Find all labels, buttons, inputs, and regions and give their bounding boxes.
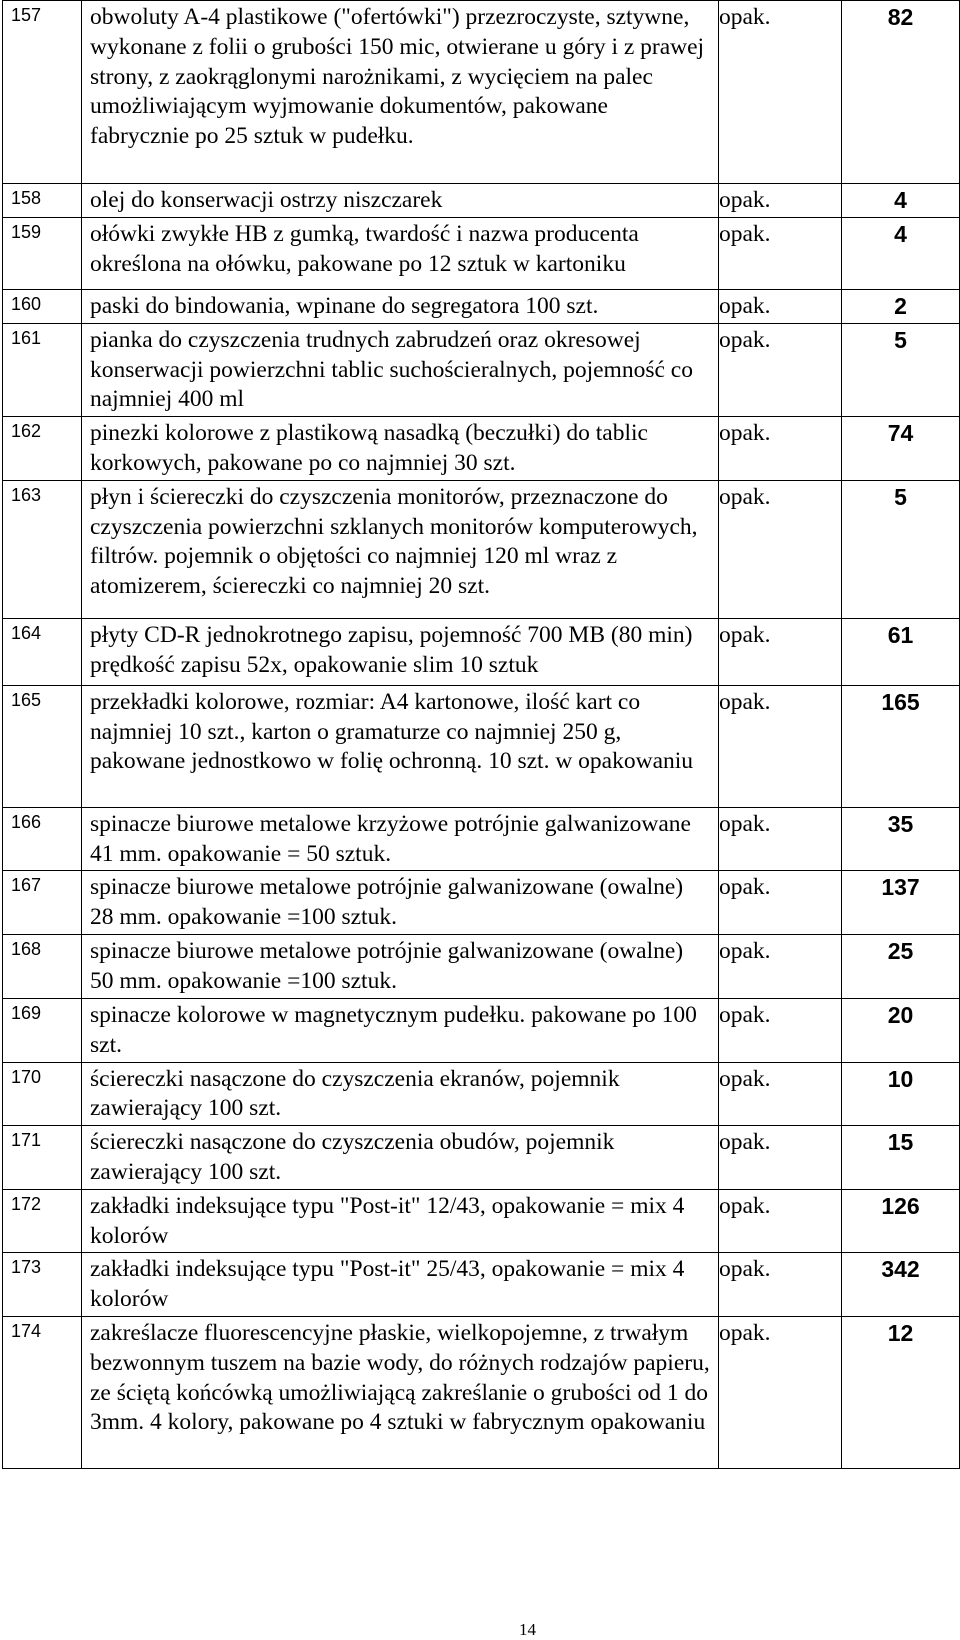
row-number: 161 (3, 323, 82, 416)
item-unit: opak. (719, 1062, 842, 1126)
item-quantity: 165 (842, 685, 960, 807)
item-description: spinacze biurowe metalowe potrójnie galwanizowane (owalne) 28 mm. opakowanie =100 sztuk. (82, 871, 719, 935)
table-row (3, 1253, 960, 1317)
item-unit: opak. (719, 480, 842, 618)
table-row (3, 935, 960, 999)
item-quantity: 4 (842, 217, 960, 289)
table-row (3, 1316, 960, 1468)
item-unit: opak. (719, 1316, 842, 1468)
row-number: 168 (3, 935, 82, 999)
table-row (3, 1126, 960, 1190)
item-quantity: 12 (842, 1316, 960, 1468)
table-row (3, 685, 960, 807)
item-unit: opak. (719, 184, 842, 218)
item-description: pianka do czyszczenia trudnych zabrudzeń oraz okresowej konserwacji powierzchni tablic suchościeralnych, pojemność co najmniej 400 ml (82, 323, 719, 416)
item-quantity: 5 (842, 480, 960, 618)
row-number: 162 (3, 417, 82, 481)
item-unit: opak. (719, 618, 842, 685)
item-unit: opak. (719, 935, 842, 999)
item-quantity: 10 (842, 1062, 960, 1126)
table-row (3, 807, 960, 871)
item-description: płyn i ściereczki do czyszczenia monitorów, przeznaczone do czyszczenia powierzchni szklanych monitorów komputerowych, filtrów. pojemnik o objętości co najmniej 120 ml wraz z atomizerem, ściereczki co najmniej 20 szt. (82, 480, 719, 618)
item-quantity: 25 (842, 935, 960, 999)
table-row (3, 417, 960, 481)
item-unit: opak. (719, 1, 842, 184)
item-description: ściereczki nasączone do czyszczenia obudów, pojemnik zawierający 100 szt. (82, 1126, 719, 1190)
item-quantity: 82 (842, 1, 960, 184)
item-unit: opak. (719, 1189, 842, 1253)
row-number: 172 (3, 1189, 82, 1253)
row-number: 173 (3, 1253, 82, 1317)
row-number: 169 (3, 998, 82, 1062)
item-unit: opak. (719, 871, 842, 935)
item-quantity: 74 (842, 417, 960, 481)
item-unit: opak. (719, 323, 842, 416)
item-quantity: 35 (842, 807, 960, 871)
item-description: zakreślacze fluorescencyjne płaskie, wielkopojemne, z trwałym bezwonnym tuszem na bazie wody, do różnych rodzajów papieru, ze ściętą końcówką umożliwiającą zakreślanie o grubości od 1 do 3mm. 4 kolory, pakowane po 4 sztuki w fabrycznym opakowaniu (82, 1316, 719, 1468)
item-quantity: 61 (842, 618, 960, 685)
item-description: spinacze biurowe metalowe krzyżowe potrójnie galwanizowane 41 mm. opakowanie = 50 sztuk. (82, 807, 719, 871)
item-quantity: 20 (842, 998, 960, 1062)
item-unit: opak. (719, 1126, 842, 1190)
table-row (3, 1062, 960, 1126)
item-description: płyty CD-R jednokrotnego zapisu, pojemność 700 MB (80 min) prędkość zapisu 52x, opakowanie slim 10 sztuk (82, 618, 719, 685)
row-number: 163 (3, 480, 82, 618)
table-row (3, 480, 960, 618)
row-number: 171 (3, 1126, 82, 1190)
item-description: pinezki kolorowe z plastikową nasadką (beczułki) do tablic korkowych, pakowane po co najmniej 30 szt. (82, 417, 719, 481)
row-number: 170 (3, 1062, 82, 1126)
item-description: przekładki kolorowe, rozmiar: A4 kartonowe, ilość kart co najmniej 10 szt., karton o gramaturze co najmniej 250 g, pakowane jednostkowo w folię ochronną. 10 szt. w opakowaniu (82, 685, 719, 807)
row-number: 165 (3, 685, 82, 807)
table-row (3, 1, 960, 184)
item-description: ołówki zwykłe HB z gumką, twardość i nazwa producenta określona na ołówku, pakowane po 12 sztuk w kartoniku (82, 217, 719, 289)
table-row (3, 998, 960, 1062)
item-quantity: 5 (842, 323, 960, 416)
table-row (3, 289, 960, 323)
row-number: 166 (3, 807, 82, 871)
table-row (3, 217, 960, 289)
table-row (3, 1189, 960, 1253)
item-unit: opak. (719, 685, 842, 807)
table-row (3, 323, 960, 416)
item-quantity: 4 (842, 184, 960, 218)
item-unit: opak. (719, 807, 842, 871)
row-number: 159 (3, 217, 82, 289)
row-number: 174 (3, 1316, 82, 1468)
row-number: 164 (3, 618, 82, 685)
row-number: 167 (3, 871, 82, 935)
item-description: obwoluty A-4 plastikowe ("ofertówki") przezroczyste, sztywne, wykonane z folii o grubości 150 mic, otwierane u góry i z prawej strony, z zaokrąglonymi narożnikami, z wycięciem na palec umożliwiającym wyjmowanie dokumentów, pakowane fabrycznie po 25 sztuk w pudełku. (82, 1, 719, 184)
item-description: paski do bindowania, wpinane do segregatora 100 szt. (82, 289, 719, 323)
item-quantity: 137 (842, 871, 960, 935)
item-unit: opak. (719, 1253, 842, 1317)
item-description: zakładki indeksujące typu "Post-it" 12/43, opakowanie = mix 4 kolorów (82, 1189, 719, 1253)
items-table (2, 0, 960, 1469)
item-quantity: 126 (842, 1189, 960, 1253)
item-quantity: 342 (842, 1253, 960, 1317)
row-number: 157 (3, 1, 82, 184)
item-unit: opak. (719, 998, 842, 1062)
item-description: olej do konserwacji ostrzy niszczarek (82, 184, 719, 218)
table-row (3, 618, 960, 685)
item-description: spinacze biurowe metalowe potrójnie galwanizowane (owalne) 50 mm. opakowanie =100 sztuk. (82, 935, 719, 999)
item-quantity: 15 (842, 1126, 960, 1190)
item-description: ściereczki nasączone do czyszczenia ekranów, pojemnik zawierający 100 szt. (82, 1062, 719, 1126)
row-number: 158 (3, 184, 82, 218)
table-row (3, 184, 960, 218)
item-description: spinacze kolorowe w magnetycznym pudełku. pakowane po 100 szt. (82, 998, 719, 1062)
item-description: zakładki indeksujące typu "Post-it" 25/43, opakowanie = mix 4 kolorów (82, 1253, 719, 1317)
item-unit: opak. (719, 417, 842, 481)
table-row (3, 871, 960, 935)
page-number: 14 (519, 1620, 536, 1639)
row-number: 160 (3, 289, 82, 323)
item-unit: opak. (719, 217, 842, 289)
item-quantity: 2 (842, 289, 960, 323)
item-unit: opak. (719, 289, 842, 323)
